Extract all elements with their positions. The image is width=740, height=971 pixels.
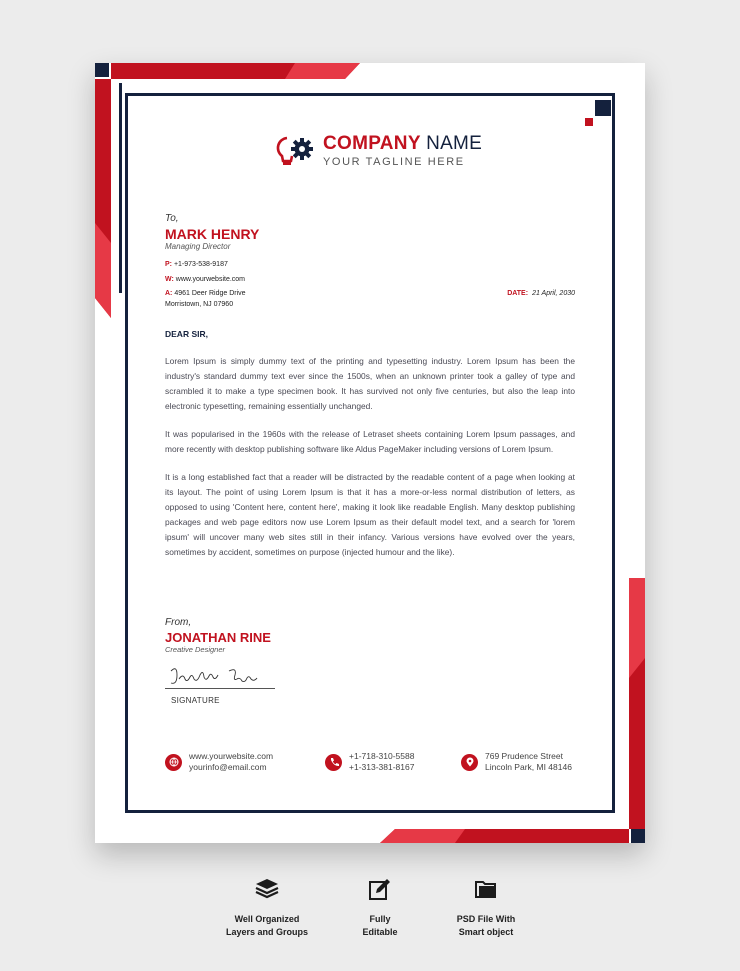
location-pin-icon: [461, 754, 478, 771]
greeting: DEAR SIR,: [165, 329, 208, 339]
sender-role: Creative Designer: [165, 645, 226, 654]
globe-icon: [165, 754, 182, 771]
footer-address-1: 769 Prudence Street: [485, 751, 563, 761]
letter-date: DATE: 21 April, 2030: [507, 290, 575, 297]
folder-icon: [473, 876, 499, 902]
letterhead-page: [95, 63, 645, 843]
signature-script: [167, 663, 277, 689]
corner-square-navy: [595, 100, 611, 116]
feature-editable: Fully Editable: [340, 876, 420, 939]
recipient-role: Managing Director: [165, 242, 231, 251]
company-name: COMPANY NAME: [323, 133, 483, 154]
corner-square-red: [585, 118, 593, 126]
feature-layers: Well Organized Layers and Groups: [212, 876, 322, 939]
to-label: To,: [165, 213, 179, 224]
footer-email: yourinfo@email.com: [189, 762, 267, 772]
sender-block: [165, 617, 271, 654]
recipient-name: MARK HENRY: [165, 226, 260, 242]
recipient-contact: P: +1-973-538-9187 W: www.yourwebsite.com A: 4961 Deer Ridge Drive Morristown, NJ 07960: [165, 260, 259, 310]
layers-icon: [254, 876, 280, 902]
paragraph-2: It was popularised in the 1960s with the release of Letraset sheets containing Lorem Ipsum passages, and more recently with desktop publishing software like Aldus PageMaker including versions of Lorem Ipsum.: [165, 429, 575, 454]
edit-icon: [367, 876, 393, 902]
recipient-phone: +1-973-538-9187: [173, 261, 228, 268]
recipient-address-line2: Morristown, NJ 07960: [165, 300, 234, 308]
footer-web: [165, 751, 273, 773]
footer-phone-2: +1-313-381-8167: [349, 762, 415, 772]
footer-phone: [325, 751, 414, 773]
recipient-block: [165, 213, 259, 310]
bulb-gear-icon: [275, 134, 317, 168]
signature-label: SIGNATURE: [171, 696, 220, 705]
feature-psd: PSD File With Smart object: [436, 876, 536, 939]
footer-phone-1: +1-718-310-5588: [349, 751, 415, 761]
recipient-address-line1: 4961 Deer Ridge Drive: [174, 290, 246, 297]
recipient-web: www.yourwebsite.com: [175, 275, 246, 283]
sender-name: JONATHAN RINE: [165, 630, 271, 645]
paragraph-3: It is a long established fact that a reader will be distracted by the readable content of a page when looking at its layout. The point of using Lorem Ipsum is that it has a more-or-less normal distribution of letters, as opposed to using 'Content here, content here', making it look like readable English. Many desktop publishing packages and web page editors now use Lorem Ipsum as their default model text, and a search for 'lorem ipsum' will uncover many web sites still in their infancy. Various versions have evolved over the years, sometimes by accident, sometimes on purpose (injected humour and the like).: [165, 472, 575, 557]
phone-icon: [325, 754, 342, 771]
paragraph-1: Lorem Ipsum is simply dummy text of the printing and typesetting industry. Lorem Ipsum has been the industry's standard dummy text ever since the 1500s, when an unknown printer took a galley of type and scrambled it to make a type specimen book. It has survived not only five centuries, but also the leap into electronic typesetting, remaining essentially unchanged.: [165, 356, 575, 411]
letter-body: [165, 354, 575, 573]
footer-address: [461, 751, 572, 773]
company-logo: [275, 133, 482, 168]
frame-accent-line: [119, 83, 122, 293]
company-tagline: YOUR TAGLINE HERE: [323, 156, 465, 168]
from-label: From,: [165, 617, 192, 628]
footer-website: www.yourwebsite.com: [189, 751, 274, 761]
signature-line: [165, 688, 275, 689]
footer-address-2: Lincoln Park, MI 48146: [485, 762, 572, 772]
